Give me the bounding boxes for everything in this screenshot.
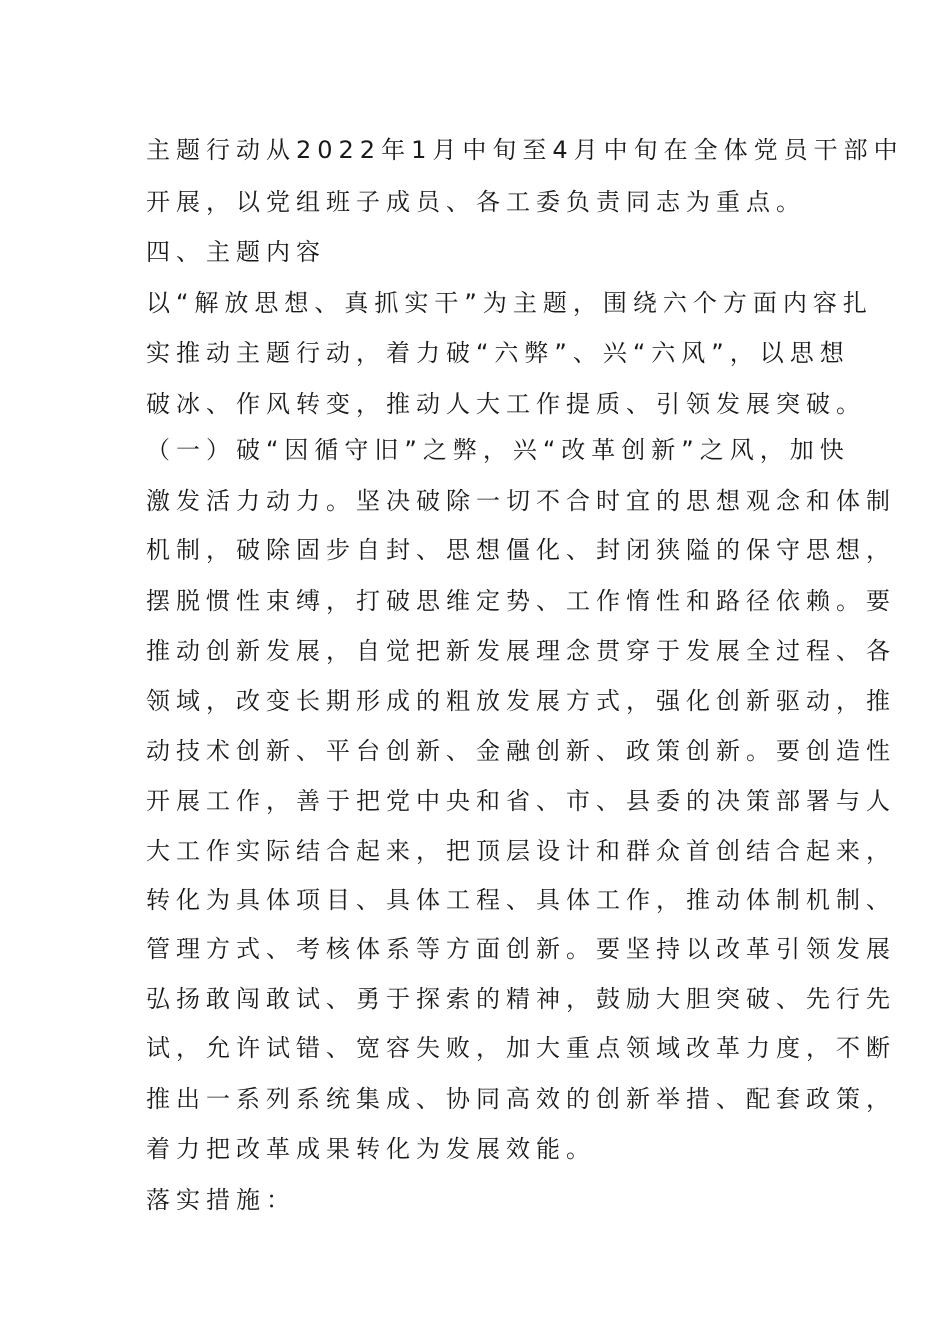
text-line: 主题行动从2022年1月中旬至4月中旬在全体党员干部中 — [146, 136, 904, 164]
text-line: 领域，改变长期形成的粗放发展方式，强化创新驱动，推 — [146, 687, 896, 715]
text-line: 摆脱惯性束缚，打破思维定势、工作惰性和路径依赖。要 — [146, 587, 896, 615]
text-line: 开展，以党组班子成员、各工委负责同志为重点。 — [146, 188, 806, 216]
text-line: 机制，破除固步自封、思想僵化、封闭狭隘的保守思想， — [146, 536, 896, 564]
text-line: 管理方式、考核体系等方面创新。要坚持以改革引领发展 — [146, 935, 896, 963]
text-line: 破冰、作风转变，推动人大工作提质、引领发展突破。 — [146, 390, 866, 418]
text-line: 推出一系列系统集成、协同高效的创新举措、配套政策， — [146, 1085, 896, 1113]
text-line: 实推动主题行动，着力破“六弊”、兴“六风”，以思想 — [146, 339, 850, 367]
text-line: 推动创新发展，自觉把新发展理念贯穿于发展全过程、各 — [146, 637, 896, 665]
text-line: 试，允许试错、宽容失败，加大重点领域改革力度，不断 — [146, 1034, 896, 1062]
text-line: 动技术创新、平台创新、金融创新、政策创新。要创造性 — [146, 737, 896, 765]
subsection-heading: （一）破“因循守旧”之弊，兴“改革创新”之风，加快 — [146, 436, 850, 464]
text-line: 大工作实际结合起来，把顶层设计和群众首创结合起来， — [146, 837, 896, 865]
text-line: 开展工作，善于把党中央和省、市、县委的决策部署与人 — [146, 787, 896, 815]
text-line: 弘扬敢闯敢试、勇于探索的精神，鼓励大胆突破、先行先 — [146, 985, 896, 1013]
section-heading: 四、主题内容 — [146, 238, 326, 266]
text-line: 着力把改革成果转化为发展效能。 — [146, 1135, 596, 1163]
text-line: 激发活力动力。坚决破除一切不合时宜的思想观念和体制 — [146, 487, 896, 515]
section-heading: 落实措施： — [146, 1186, 296, 1214]
text-line: 以“解放思想、真抓实干”为主题，围绕六个方面内容扎 — [146, 289, 873, 317]
text-line: 转化为具体项目、具体工程、具体工作，推动体制机制、 — [146, 886, 896, 914]
